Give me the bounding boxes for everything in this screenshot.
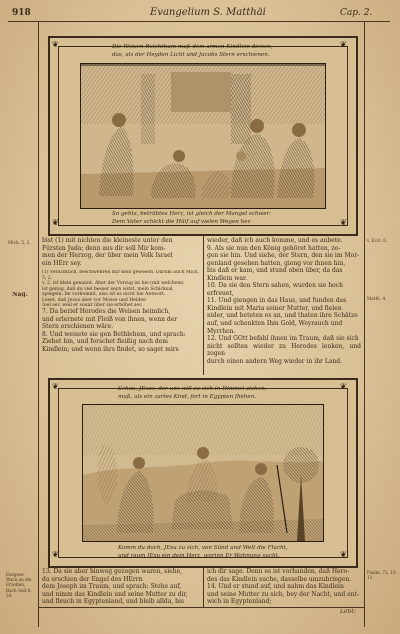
page-number: 918 <box>12 8 31 18</box>
commentary-line: (1) Verächtlich, beschwehren mir kein gewesen. Darum auch Mich. 5, 2. <box>42 270 200 281</box>
verse-line: men der Herzog, der über mein Volk Israel <box>42 252 173 260</box>
margin-ref-right-1: v. Eccl. 6. <box>367 238 388 243</box>
chapter-label: Cap. 2. <box>340 8 373 18</box>
top-caption-bottom-line-1: So gehts, betrübtes Herz, ist gleich der Mangel schwer: <box>112 211 272 217</box>
top-caption-bottom-line-2: Dem Vater schickt die Hülf auf vielen Wegen her. <box>112 219 252 225</box>
margin-ref-bottom-left: Exegese, Warn an die Erzeiten, Bach Sud 8, 34. <box>6 572 32 598</box>
verse-line: bis daß er kam, und stund oben über, da das <box>207 267 343 275</box>
verse-line: wich in Egyptenland; <box>207 598 272 606</box>
left-column-commentary <box>42 270 200 306</box>
commentary-line: spiegeln. Im vorkommt, also ist es nicht hie Antwort. <box>42 292 166 297</box>
verse-line: Kindlein; und wenn ihrs findet, so saget mirs <box>42 345 179 353</box>
verse-line: gen sie hin. Und siehe, der Stern, den sie im Mor- <box>207 252 360 260</box>
engraving-illustration <box>83 405 323 541</box>
right-rule <box>364 21 365 627</box>
verse-line: 14. Und er stund auf, und nahm das Kindlein <box>207 583 344 591</box>
commentary-line: Joel sey, weil er sogar über sie erhöhet sey. <box>42 303 143 306</box>
verse-line: und erlernete mit Fleiß von ihnen, wenn der <box>42 315 178 323</box>
verse-line: Fürsten Juda; denn aus dir soll Mir kom- <box>42 244 166 252</box>
verse-line: 12. Und GOtt befahl ihnen im Traum, daß sie sich <box>207 335 359 343</box>
margin-nag-label: Nag. <box>12 292 28 298</box>
verse-line: dem Joseph im Traum, und sprach: Stehe auf, <box>42 583 182 591</box>
verse-line: 9. Als sie nun den König gehöret hatten, zo- <box>207 244 341 252</box>
catchword: Lebt: <box>340 609 356 615</box>
verse-line: Kindlein mit Maria seiner Mutter, und fielen <box>207 304 342 312</box>
ornament-corner-icon: ❦ <box>340 40 347 49</box>
ornament-corner-icon: ❦ <box>52 218 59 227</box>
center-rule-mid <box>203 235 204 375</box>
verse-line: und fleuch in Egyptenland, und bleib allda, bis <box>42 598 184 606</box>
running-title: Evangelium S. Matthäi <box>150 7 266 18</box>
verse-line: nider, und beteten es an, und thaten ihre Schätze <box>207 312 358 320</box>
margin-ref-right-3: Psalm. 72, 10. 11. <box>367 570 397 581</box>
center-rule-bottom <box>203 567 204 607</box>
top-caption-line-2: das, als der Heyden Licht und Jacobs Stern erschienen. <box>112 52 270 58</box>
verse-line: und seine Mutter zu sich, bey der Nacht, und ent- <box>207 590 359 598</box>
bottom-caption-line-2: muß, als ein zartes Kind, fort in Egypten fliehen. <box>118 394 257 400</box>
verse-line: 7. Da berief Herodes die Weisen heimlich, <box>42 308 171 315</box>
verse-line: erfreuet, <box>207 289 234 297</box>
verse-line: durch einen andern Weg wieder in ihr Land. <box>207 357 343 365</box>
commentary-line: Leset, daß Jesus aber vor Mosse und Helden <box>42 297 147 303</box>
bottom-caption-bottom-line-1: Komm du doch, JEsu zu sich, von Sünd und Welt die Flucht, <box>118 545 288 551</box>
commentary-line: ist genug, daß du viel besser seyn wirst, mein Schicksal <box>42 286 173 292</box>
verse-line: bist (1) mit nichten die kleineste unter den <box>42 237 173 244</box>
verse-line: und nimm das Kindlein und seine Mutter zu dir, <box>42 590 188 598</box>
verse-line: des das Kindlein suche, dasselbe umzubringen. <box>207 575 352 583</box>
verse-line: da erschien der Engel des HErrn <box>42 575 143 583</box>
left-column-verses-7-8 <box>42 308 200 374</box>
ornament-corner-icon: ❦ <box>340 382 347 391</box>
verse-line: ein HErr sey. <box>42 259 82 267</box>
verse-line: genland gesehen hatten, gieng vor ihnen hin, <box>207 259 346 267</box>
left-column-verse-13 <box>42 568 200 606</box>
left-rule <box>38 21 39 627</box>
verse-line: 11. Und giengen in das Haus, und funden das <box>207 297 347 305</box>
verse-line: Stern erschienen wäre. <box>42 323 114 331</box>
adoration-of-the-magi-engraving <box>80 63 326 209</box>
bottom-caption-line-1: Schau, JEsus, der uns will zu sich in Himmel ziehen, <box>118 386 267 392</box>
verse-line: auf, und schenkten Ihm Gold, Weyrauch und <box>207 320 343 328</box>
verse-line: 13. Da sie aber hinweg gezogen waren, siehe, <box>42 568 183 575</box>
verse-line: Ziehet hin, und forschet fleißig nach dem <box>42 338 168 346</box>
bottom-rule <box>38 607 364 608</box>
flight-into-egypt-engraving <box>82 404 324 542</box>
left-column-verses-mid <box>42 237 200 269</box>
verse-line: nicht sollten wieder zu Herodes lenken, und zogen <box>207 342 361 358</box>
margin-ref-right-2: Matth. 4. <box>367 296 387 301</box>
ornament-corner-icon: ❦ <box>52 382 59 391</box>
verse-line: ich dir sage. Denn es ist vorhanden, daß Hero- <box>207 568 350 575</box>
commentary-line: v. 2. ist klein genannt. Aber der Vorzug ist hie (mit welchem) <box>42 281 184 286</box>
top-rule <box>8 21 390 22</box>
verse-line: 10. Da sie den Stern sahen, wurden sie hoch <box>207 282 344 290</box>
right-column-verses-13-14 <box>207 568 361 606</box>
margin-ref-mid-left: Mich. 5, 2. <box>8 240 31 245</box>
ornament-corner-icon: ❦ <box>52 550 59 559</box>
verse-line: Myrrhen. <box>207 327 236 335</box>
right-column-verses-9-12 <box>207 237 361 375</box>
verse-line: Kindlein war. <box>207 274 248 282</box>
ornament-corner-icon: ❦ <box>52 40 59 49</box>
bottom-caption-bottom-line-2: und raum JEsu ein dein Herz, worinn Er Wohnung sucht. <box>118 553 280 559</box>
verse-line: wieder, daß ich auch komme, und es anbete. <box>207 237 343 244</box>
ornament-corner-icon: ❦ <box>340 550 347 559</box>
ornament-corner-icon: ❦ <box>340 218 347 227</box>
engraving-illustration <box>81 64 325 208</box>
verse-line: 8. Und weisete sie gen Bethlehem, und sprach: <box>42 330 186 338</box>
top-caption-line-1: Die Weisen Reichthum muß dem armen Kindlein dienen, <box>112 44 273 50</box>
